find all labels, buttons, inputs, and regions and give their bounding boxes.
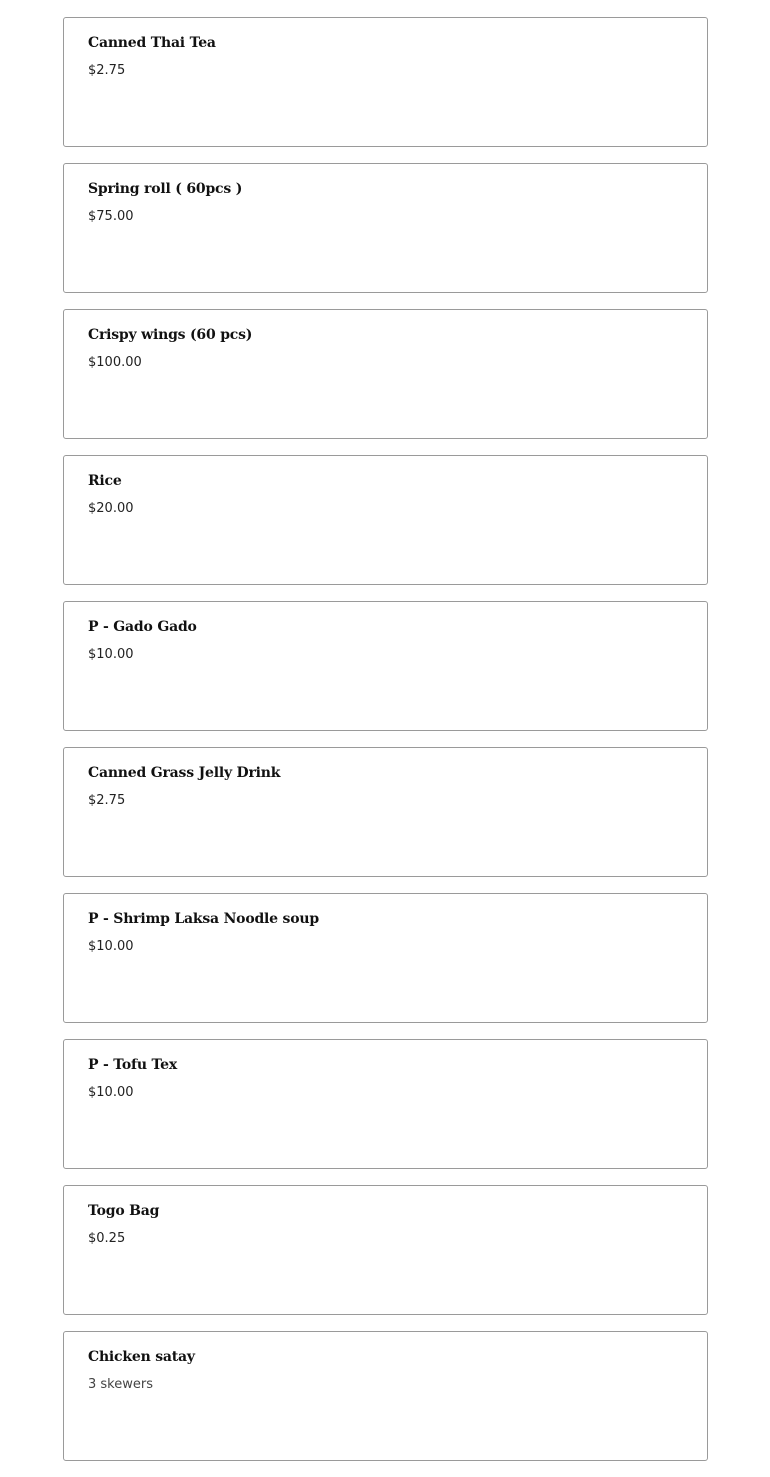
menu-item-card[interactable]: [63, 1185, 708, 1315]
menu-item-name: P - Tofu Tex: [88, 1057, 177, 1073]
menu-item-price: $75.00: [88, 209, 134, 224]
menu-item-card[interactable]: [63, 747, 708, 877]
menu-item-list: [63, 17, 708, 1477]
menu-item-card[interactable]: [63, 455, 708, 585]
menu-item-price: $10.00: [88, 1085, 134, 1100]
menu-item-description: 3 skewers: [88, 1377, 153, 1392]
menu-item-name: Canned Thai Tea: [88, 35, 216, 51]
menu-item-card[interactable]: [63, 1039, 708, 1169]
menu-item-card[interactable]: [63, 163, 708, 293]
menu-item-price: $10.00: [88, 647, 134, 662]
menu-item-name: Spring roll ( 60pcs ): [88, 181, 243, 197]
menu-item-price: $10.00: [88, 939, 134, 954]
menu-item-price: $0.25: [88, 1231, 126, 1246]
menu-item-price: $20.00: [88, 501, 134, 516]
menu-item-name: Chicken satay: [88, 1349, 195, 1365]
menu-item-price: $2.75: [88, 793, 126, 808]
menu-item-card[interactable]: [63, 601, 708, 731]
menu-item-card[interactable]: [63, 1331, 708, 1461]
menu-item-price: $100.00: [88, 355, 142, 370]
menu-item-name: Rice: [88, 473, 122, 489]
menu-item-price: $2.75: [88, 63, 126, 78]
menu-item-name: P - Gado Gado: [88, 619, 197, 635]
menu-item-name: Crispy wings (60 pcs): [88, 327, 253, 343]
menu-item-name: Togo Bag: [88, 1203, 160, 1219]
menu-item-card[interactable]: [63, 309, 708, 439]
menu-item-card[interactable]: [63, 17, 708, 147]
menu-item-name: Canned Grass Jelly Drink: [88, 765, 281, 781]
menu-item-name: P - Shrimp Laksa Noodle soup: [88, 911, 319, 927]
menu-item-card[interactable]: [63, 893, 708, 1023]
